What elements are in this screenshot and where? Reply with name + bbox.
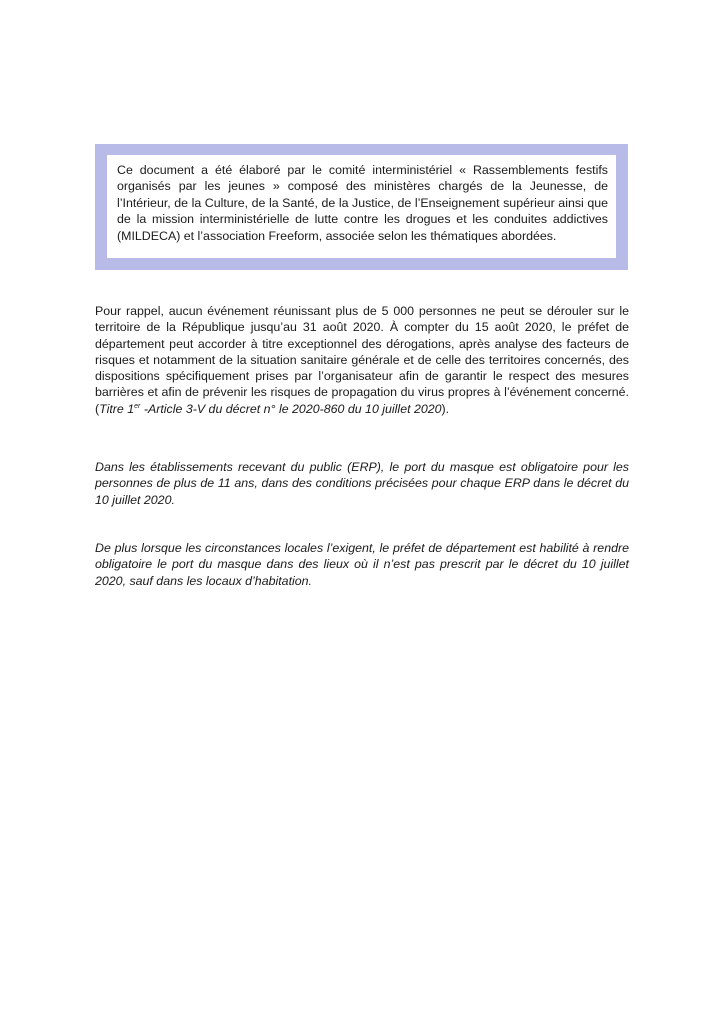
paragraph-event-rules — [95, 303, 629, 417]
citation-superscript: er — [134, 402, 141, 410]
info-box — [95, 144, 628, 270]
citation-start: Titre 1 — [99, 401, 135, 416]
paragraph-prefect-mask-text: De plus lorsque les circonstances locales l’exigent, le préfet de département est habilité à rendre obligatoire le port du masque dans des lieux où il n’est pas prescrit par le décret du 10 juillet 2020, sauf dans les locaux d’habitation. — [95, 541, 629, 588]
paragraph-erp-mask-text: Dans les établissements recevant du public (ERP), le port du masque est obligatoire pour les personnes de plus de 11 ans, dans des conditions précisées pour chaque ERP dans le décret du 10 juillet 2020. — [95, 460, 629, 507]
info-box-content — [107, 155, 616, 258]
citation-closing: ). — [441, 401, 450, 416]
paragraph-event-rules-text: Pour rappel, aucun événement réunissant plus de 5 000 personnes ne peut se dérouler sur le territoire de la République jusqu’au 31 août 2020. À compter du 15 août 2020, le préfet de département peut accorder à titre exceptionnel des dérogations, après analyse des facteurs de risques et notamment de la situation sanitaire générale et de celle des territoires concernés, des dispositions spécifiquement prises par l’organisateur afin de garantir le respect des mesures barrières et afin de prévenir les risques de propagation du virus propres à l’événement concerné. ( — [95, 304, 629, 416]
info-box-text: Ce document a été élaboré par le comité interministériel « Rassemblements festifs organisés par les jeunes » composé des ministères chargés de la Jeunesse, de l’Intérieur, de la Culture, de la Santé, de la Justice, de l’Enseignement supérieur ainsi que de la mission interministérielle de lutte contre les drogues et les conduites addictives (MILDECA) et l’association Freeform, associée selon les thématiques abordées. — [117, 163, 608, 243]
citation-end: -Article 3-V du décret n° le 2020-860 du 10 juillet 2020 — [140, 401, 442, 416]
paragraph-erp-mask — [95, 459, 629, 508]
paragraph-prefect-mask — [95, 540, 629, 589]
